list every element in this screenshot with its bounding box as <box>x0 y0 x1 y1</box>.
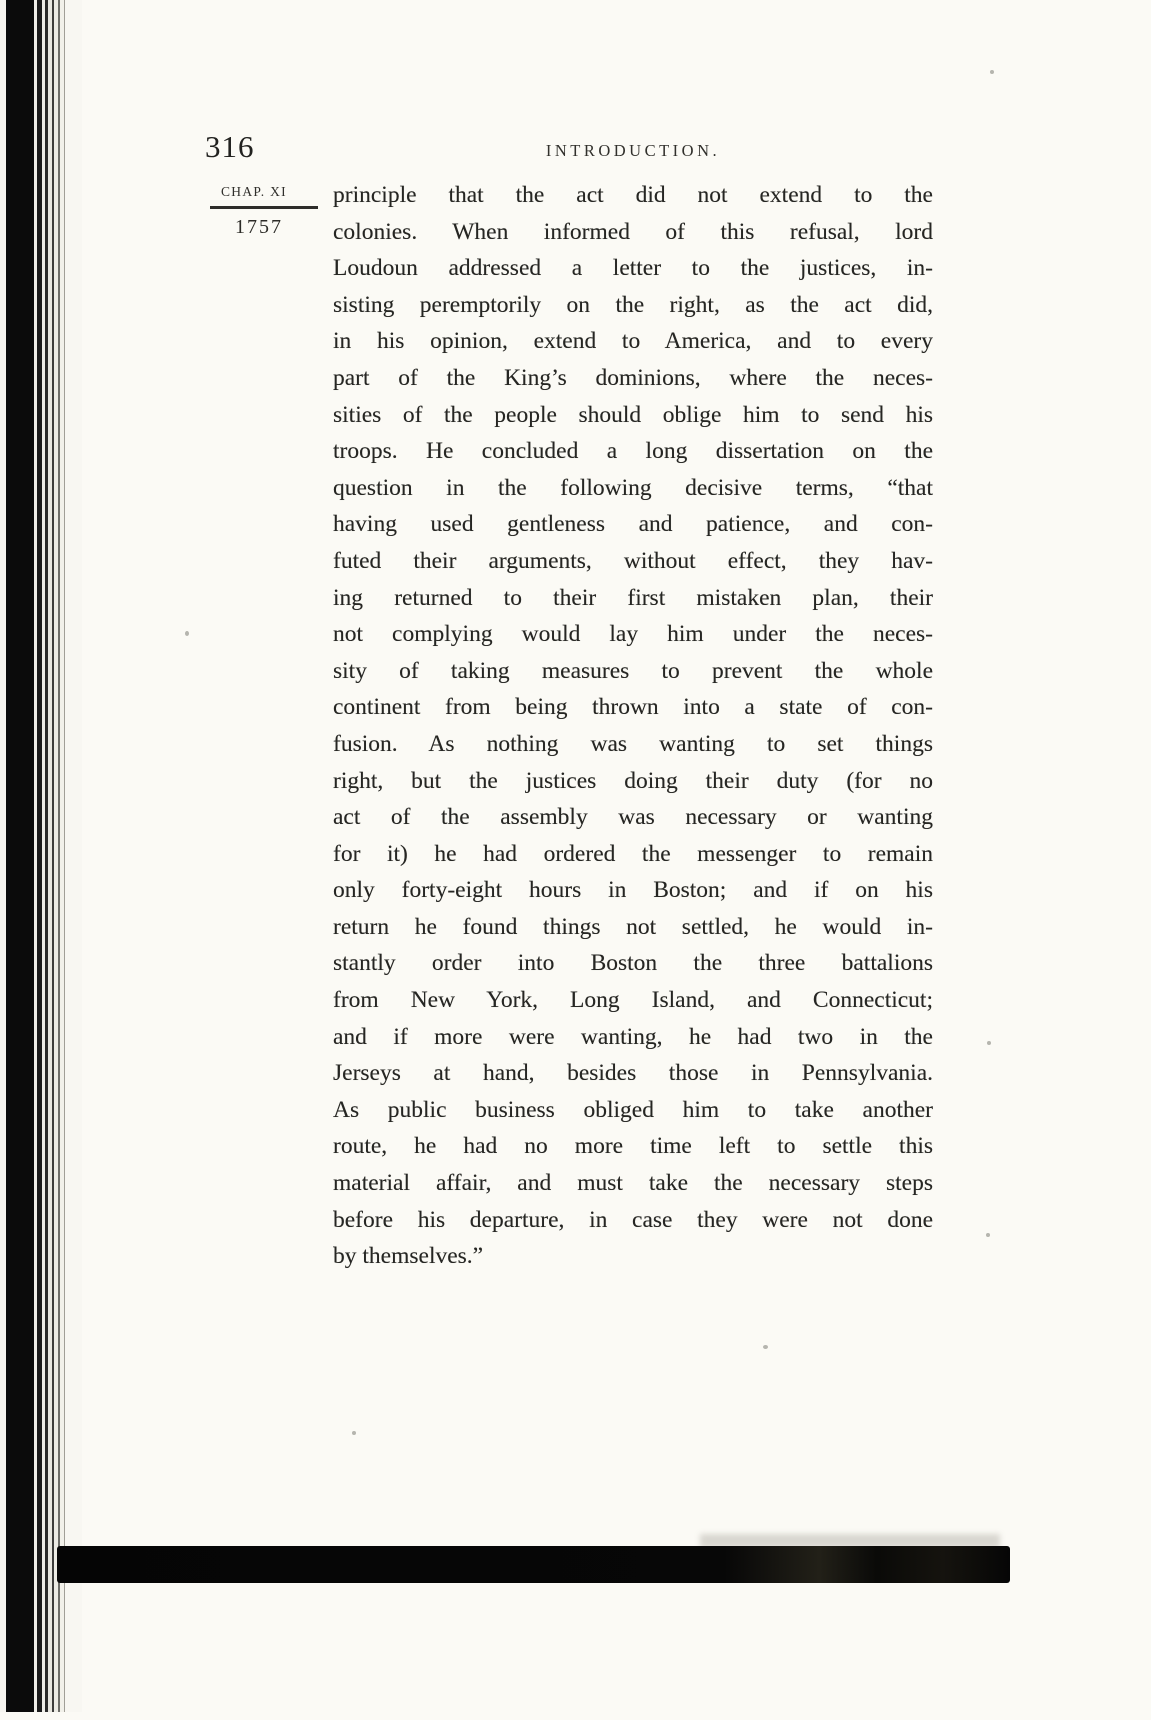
scan-binding-edge <box>0 0 82 1712</box>
text-line: ing returned to their first mistaken plan, their <box>333 584 933 611</box>
margin-chapter-label: CHAP. XI <box>221 184 287 199</box>
text-line: Loudoun addressed a letter to the justices, in- <box>333 255 933 282</box>
text-line: act of the assembly was necessary or wanting <box>333 804 933 831</box>
text-line: fusion. As nothing was wanting to set things <box>333 730 933 757</box>
text-line: by themselves.” <box>333 1243 484 1270</box>
text-line: futed their arguments, without effect, they hav- <box>333 547 933 574</box>
margin-year-label: 1757 <box>235 216 283 238</box>
text-line: route, he had no more time left to settle this <box>333 1133 933 1160</box>
scan-speck <box>987 1041 991 1045</box>
text-line: sisting peremptorily on the right, as the act did, <box>333 291 933 318</box>
text-line: return he found things not settled, he would in- <box>333 913 933 940</box>
text-line: right, but the justices doing their duty (for no <box>333 767 933 794</box>
text-line: not complying would lay him under the neces- <box>333 621 933 648</box>
text-line: before his departure, in case they were not done <box>333 1206 933 1233</box>
scan-artifact-bottom-bar <box>57 1546 1010 1583</box>
text-line: As public business obliged him to take another <box>333 1096 933 1123</box>
text-line: troops. He concluded a long dissertation on the <box>333 438 933 465</box>
text-line: principle that the act did not extend to the <box>333 182 933 208</box>
body-text <box>333 177 933 1275</box>
text-line: for it) he had ordered the messenger to remain <box>333 840 933 867</box>
scan-speck <box>185 631 189 636</box>
text-line: sities of the people should oblige him to send his <box>333 401 933 428</box>
scan-speck <box>986 1233 990 1237</box>
text-line: only forty-eight hours in Boston; and if on his <box>333 877 933 904</box>
scan-speck <box>763 1345 768 1349</box>
text-line: stantly order into Boston the three battalions <box>333 950 933 977</box>
text-line: material affair, and must take the necessary steps <box>333 1170 933 1197</box>
running-head: INTRODUCTION. <box>545 141 721 160</box>
text-line: having used gentleness and patience, and con- <box>333 511 933 538</box>
text-line: Jerseys at hand, besides those in Pennsylvania. <box>333 1060 933 1087</box>
text-line: question in the following decisive terms, “that <box>333 474 933 501</box>
text-line: in his opinion, extend to America, and to every <box>333 328 933 355</box>
scan-speck <box>352 1431 356 1435</box>
text-line: and if more were wanting, he had two in the <box>333 1023 933 1050</box>
text-line: sity of taking measures to prevent the whole <box>333 657 933 684</box>
text-line: continent from being thrown into a state of con- <box>333 694 933 721</box>
scan-speck <box>990 70 994 74</box>
text-line: part of the King’s dominions, where the neces- <box>333 364 933 391</box>
text-line: from New York, Long Island, and Connecticut; <box>333 987 933 1014</box>
margin-rule <box>210 206 318 209</box>
text-line: colonies. When informed of this refusal, lord <box>333 218 933 245</box>
page-number: 316 <box>205 129 255 164</box>
